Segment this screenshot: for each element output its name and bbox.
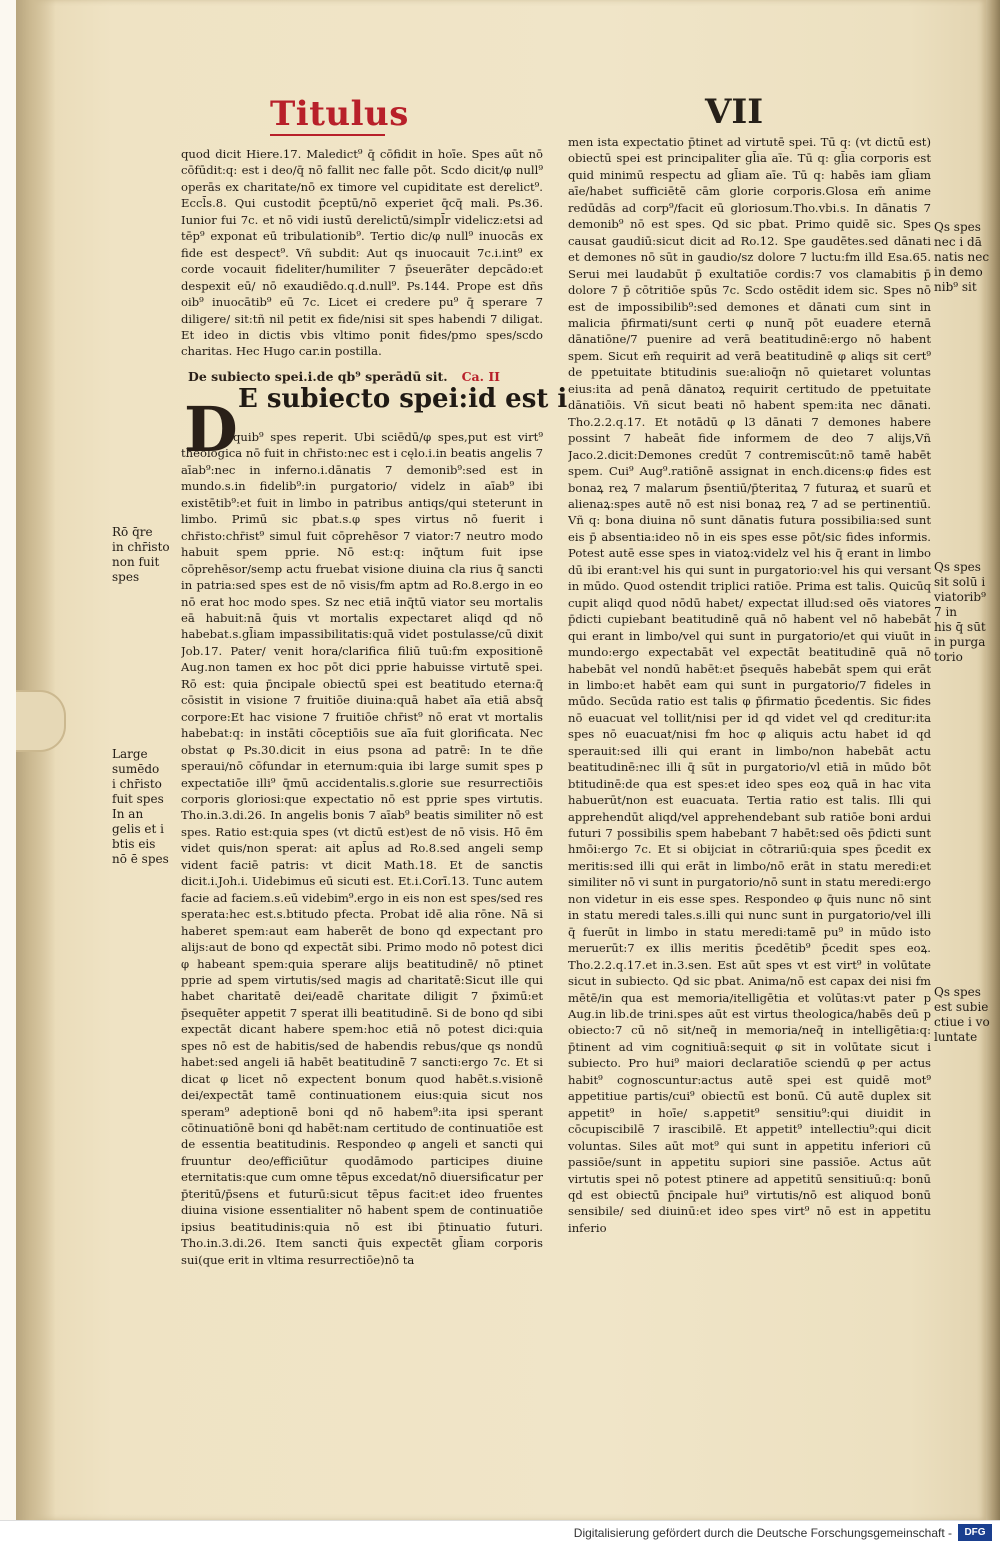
right-paragraph: men ista expectatio p̄tinet ad virtutē spei. Tū q: (vt dictū est) obiectū spei est principaliter gl̄ia aīe. Tū q: gl̄ia corporis est quid minimū respectu ad gl̄iam aīe. Tū q: habēs iam gl̄iam aīe/habet sufficiētē cām glorie corporis.Glosa em̄ anime redūdās ad corp⁹/facit eū gloriosum.Tho.vbi.s. In dānatis 7 demonib⁹ nō est spes. Qd sic pbat. Primo quidē sic. Spes causat gaudiū:sicut dicit ad Ro.12. Spe gaudētes.sed dānati et demones nō sūt in gaudio/sz dolore 7 luctu:fm illd Esa.65. Serui mei laudabūt p̄ exultatiōe cordis:7 vos clamabitis p̄ dolore 7 p̄ cōtritiōe spūs 7c. Scdo ostēdit idem sic. Spes nō est de impossibilib⁹:sed demones et dānati cum sint in malicia p̄firmati/sunt certi φ nunq̄ pōt euadere eternā dānatiōne/7 puenire ad verā beatitudinē:ergo nō habent spem. Sicut em̄ requirit ad verā beatitudinē φ aliqs sit cert⁹ de ppetuitate btitudinis sue:alioq̄n nō quietaret voluntas eius:ita ad penā dānatoꝝ requirit certitudo de ppetuitate dānatiōis. Vñ sicut beati nō habent spem:ita nec dānati. Tho.2.2.q.17. Et notādū φ l3 dānati 7 demones habere possint 7 habeāt fide informem de deo 7 alijs,Vñ Jaco.2.dicit:Demones credūt 7 contremiscūt:nō tamē habēt spem. Cui⁹ Aug⁹.ratiōnē assignat in ench.dicens:φ fides est bonaꝝ reꝝ 7 malarum p̄sentiū/p̄teritaꝝ 7 futuraꝝ et suarū et alienaꝝ:spes autē nō est nisi bonaꝝ reꝝ 7 ad se pertinentiū. Vñ q: bona diuina nō sunt dānatis futura possibilia:sed sunt eis p̄ absentia:ideo nō in eis spes esse pōt/sic fides informis. Potest autē esse spes in viatoꝝ:videlz vel his q̄ erant in limbo dū ibi erant:vel his qui sunt in purgatorio:vel his qui versant in mūdo. Quod ostendit triplici ratiōe. Prima est talis. Quicūq cupit aliqd quod nōdū habet/ expectat illud:sed oēs viatores p̄dicti cupiebant beatitudinē quā nō habent vel nō habebāt qui erant in limbo/vel qui sunt in purgatorio/et qui viuūt in mundo:ergo expectabāt vel expectāt beatitudinē quā nō habebāt vel nondū habēt:et p̄sequēs habebāt spem qui erāt in limbo:et habēt eam qui sunt in purgatorio/7 fideles in mūdo. Secūda ratio est talis φ p̄firmatio p̄cedentis. Sic fides nō euacuat vel tollit/nisi per id qd videt vel qd creditur:ita spes nō euacuat/nisi fm hoc φ aliquis actu habet id qd sperauit:sed illi qui erant in limbo/non habebāt actu beatitudinē:nec illi q̄ sūt in purgatorio/vl etiā in mūdo bōt btitudinē:de qua est spes:et ideo spes eoꝝ quā in hac vita habuerūt/non est euacuata. Tertia ratio est talis. Illi qui apprehendūt aliqd/vel apprehendebant sub ratiōe boni ardui futuri 7 possibilis spem habebant 7 habēt:sed oēs p̄dicti sunt hmōi:ergo 7c. Et si obijciat in cōtrariū:quia spes p̄cedit ex meritis:sed illi qui erāt in limbo/nō erāt in statu meredi:et similiter nō vi sunt in purgatorio/nō sunt in statu meredi:ergo non videtur in eis esse spes. Respondeo φ q̄uis nunc nō sint in statu meredi tales.s.illi qui nunc sunt in purgatorio/vel illi q̄ fuerūt in limbo in statu meredi:tamē pu⁹ in mūdo isto meruerūt:7 ex illis meritis p̄cedētib⁹ p̄cedit spes eoꝝ. Tho.2.2.q.17.et in.3.sen. Est aūt spes vt est virt⁹ in volūtate sicut in subiecto. Qd sic pbat. Anima/nō est capax dei nisi fm mētē/in qua est memoria/itelligētia et volūtas:vt pater p Aug.in lib.de trini.spes aūt est virtus theologica/habēs deū p obiecto:7 cū nō sit/neq̄ in memoria/neq̄ in intelligētia:q: p̄tinent ad vim cognitiuā:sequit φ sit in volūtate sicut i subiecto. Pro hui⁹ maiori declaratiōe sciendū φ per actus habit⁹ cognoscuntur:actus autē spei est quidē mot⁹ appetitiue partis/cui⁹ obiectū est bonū. Cū autē duplex sit appetit⁹ in hoīe/ s.appetit⁹ sensitiu⁹:qui diuidit in cōcupiscibilē 7 irascibilē. Et appetit⁹ intellectiu⁹:qui dicit voluntas. Siles aūt mot⁹ qui sunt in appetitu inferiori cū passiōe/sunt in appetitu supiori sine passiōe. Actus aūt virtutis spei nō potest ptinere ad appetitū sensitiuū:q: bonū qd est obiectū p̄ncipale hui⁹ virtutis/nō est aliquod bonū sensibile/ sed diuinū:et ideo spes virt⁹ nō est in appetitu inferio xyxy=(568,135,931,1235)
subheading-text: E subiecto spei:id est i xyxy=(238,384,568,414)
left-paragraph-1: quod dicit Hiere.17. Maledict⁹ q̄ cōfidit in hoīe. Spes aūt nō cōfūdit:q: est i deo/q̄ nō fallit nec falle pōt. Scdo dicit/φ null⁹ operās ex charitate/nō ex timore vel cupiditate est derelict⁹. Eccl̄s.8. Qui custodit p̄ceptū/nō experiet q̄cq̄ mali. Ps.36. Iunior fui 7c. et nō vidi iustū derelictū/simpl̄r videlicz:etsi ad tēp⁹ exponat eū tribulationib⁹. Tertio dic/φ null⁹ inuocās ex fide est despect⁹. Vñ subdit: Aut qs inuocauit 7c.i.int⁹ ex corde vocauit fideliter/humiliter 7 p̄seuerāter depcādo:et despexit eū/ nō exaudiēdo.q.d.null⁹. Ps.144. Prope est dñs oib⁹ inuocātib⁹ eū 7c. Licet ei credere pu⁹ q̄ sperare 7 diligere/ sit:tñ nil petit ex fide/nisi sit spes habendi 7 diligat. Et ideo in dictis vbis vltimo ponit fides/pmo spes/scdo charitas. Hec Hugo car.in postilla. xyxy=(181,147,543,359)
dfg-logo[interactable]: DFG xyxy=(958,1524,992,1541)
spine-shadow xyxy=(16,0,56,1520)
decorated-initial: D xyxy=(184,393,238,466)
funding-credit: Digitalisierung gefördert durch die Deutsche Forschungsgemeinschaft - xyxy=(573,1526,952,1540)
margin-note-4: Qs spes sit solū i viatorib⁹ 7 in his q̄ sūt in purga torio xyxy=(934,560,986,664)
margin-note-3: Qs spes nec i dā natis nec in demo nib⁹ sit xyxy=(934,220,990,294)
chapter-heading xyxy=(188,369,548,384)
page-clasp xyxy=(16,690,66,752)
left-paragraph-2: quib⁹ spes reperit. Ubi sciēdū/φ spes,put est virt⁹ theologica nō fuit in chr̄isto:nec est i cęlo.i.in beatis angelis 7 aīab⁹:nec in inferno.i.dānatis 7 demonib⁹:sed est in mundo.s.in fidelib⁹:in purgatorio/ videlz in aīab⁹ ibi existētib⁹:et fuit in limbo in patribus antiqs/qui steterunt in limbo. Primū sic pbat.s.φ spes virtus nō fuerit i chr̄isto:chr̄ist⁹ simul fuit cōprehēsor 7 viator:7 neutro modo habuit spem pprie. Nō est:q: inq̄tum fuit ipse cōprehēsor/semp actu fruebat visione diuina cla rius q̄ sancti in patria:sed spes est de nō visis/fm aptm ad Ro.8.ergo in eo nō erat hoc modo spes. Sz nec etiā inq̄tū viator seu mortalis eā habuit:nā q̄uis vt mortalis expectaret aliqd qd nō habebat.s.gl̄iam impassibilitatis:quā videt postulasse/cū dixit Job.17. Pater/ venit hora/clarifica filiū tuū:fm expositionē Aug.non tamen ex hoc pōt dici pprie habuisse virtutē spei. Rō est: quia p̄ncipale obiectū spei est beatitudo eterna:q̄ cōsistit in visione 7 fruitiōe diuina:quā habet aīa etiā absq̄ corpore:Et hac visione 7 fruitiōe chr̄ist⁹ nō erat vt mortalis habebat:q: in instāti cōceptiōis sue aīa fuit glorificata. Nec obstat φ Ps.30.dicit in eius psona ad patrē: In te dñe speraui/nō cōfundar in eternum:quia ibi large sumit spes p expectatiōe illi⁹ q̄mū accidentalis.s.glorie sue resurrectiōis corporis gloriosi:que expectatio nō est pprie spes virtutis. Tho.in.3.di.26. In angelis bonis 7 aīab⁹ beatis similiter nō est spes. Ratio est:quia spes (vt dictū est)est de nō visis. Hō ēm videt quis/non sperat: ait apl̄us ad Ro.8.sed angeli semp vident faciē patris: vt dicit Math.18. Et de sanctis dicit.i.Joh.i. Uidebimus eū sicuti est. Et.i.Corī.13. Tunc autem facie ad faciem.s.eū videbim⁹.ergo in eis non est spes/sed res sperata:hec est.s.btitudo pfecta. Probat idē alia rōne. Nā si haberet spem:aut eam haberēt de bono qd expectant pro alijs:aut de bono qd expectāt sibi. Primo modo nō potest dici φ habeant spem:quia sperare alijs beatitudinē/ nō ptinet pprie ad spem virtutis/sed magis ad charitatē:Sicut ille qui habet charitatē dei/eadē charitate diligit 7 p̄ximū:et p̄sequēter appetit 7 sperat illi beatitudinē. Si de bono qd sibi expectāt dicant habere spem:hoc etiā nō potest dici:quia spes nō est de habitis/sed de habendis rebus/que qs nondū habet:sed angeli iā habēt beatitudinē 7 sancti:ergo 7c. Et si dicat φ licet nō expectent bonum quod habēt.s.visionē dei/expectāt tamē continuationem eius:quia sicut nos speram⁹ adeptionē boni qd nō habem⁹:ita ipsi sperant cōtinuatiōnē boni qd habēt:nam certitudo de continuatiōe est de essentia beatitudinis. Respondeo φ angeli et sancti qui fruuntur deo/efficiūtur quodāmodo participes diuine eternitatis:que cum omne tēpus excedat/nō diuersificatur per p̄teritū/p̄sens et futurū:sicut tēpus facit:et ideo fruentes diuina visione essentialiter nō habent spem de continuatiōe ipsius beatitudinis:quia nō est ibi p̄tinuatio futuri. Tho.in.3.di.26. Item sancti q̄uis expectēt gl̄iam corporis sui(que erit in vltima resurrectiōe)nō ta xyxy=(181,430,543,1267)
left-text-column xyxy=(181,146,543,1509)
margin-note-2: Large sumēdo i chr̄isto fuit spes In an gelis et i btis eis nō ē spes xyxy=(112,747,169,866)
folio-number: VII xyxy=(705,92,764,132)
chapter-heading-text: De subiecto spei.i.de qb⁹ sperādū sit. xyxy=(188,369,448,384)
chapter-subheading xyxy=(238,384,567,414)
running-title: Titulus xyxy=(270,94,409,134)
margin-note-5: Qs spes est subie ctiue i vo luntate xyxy=(934,985,990,1044)
right-text-column xyxy=(568,134,931,1259)
margin-note-1: Rō q̄re in chr̄isto non fuit spes xyxy=(112,525,170,584)
footer-bar xyxy=(0,1520,1000,1545)
chapter-number: Ca. II xyxy=(461,369,501,384)
